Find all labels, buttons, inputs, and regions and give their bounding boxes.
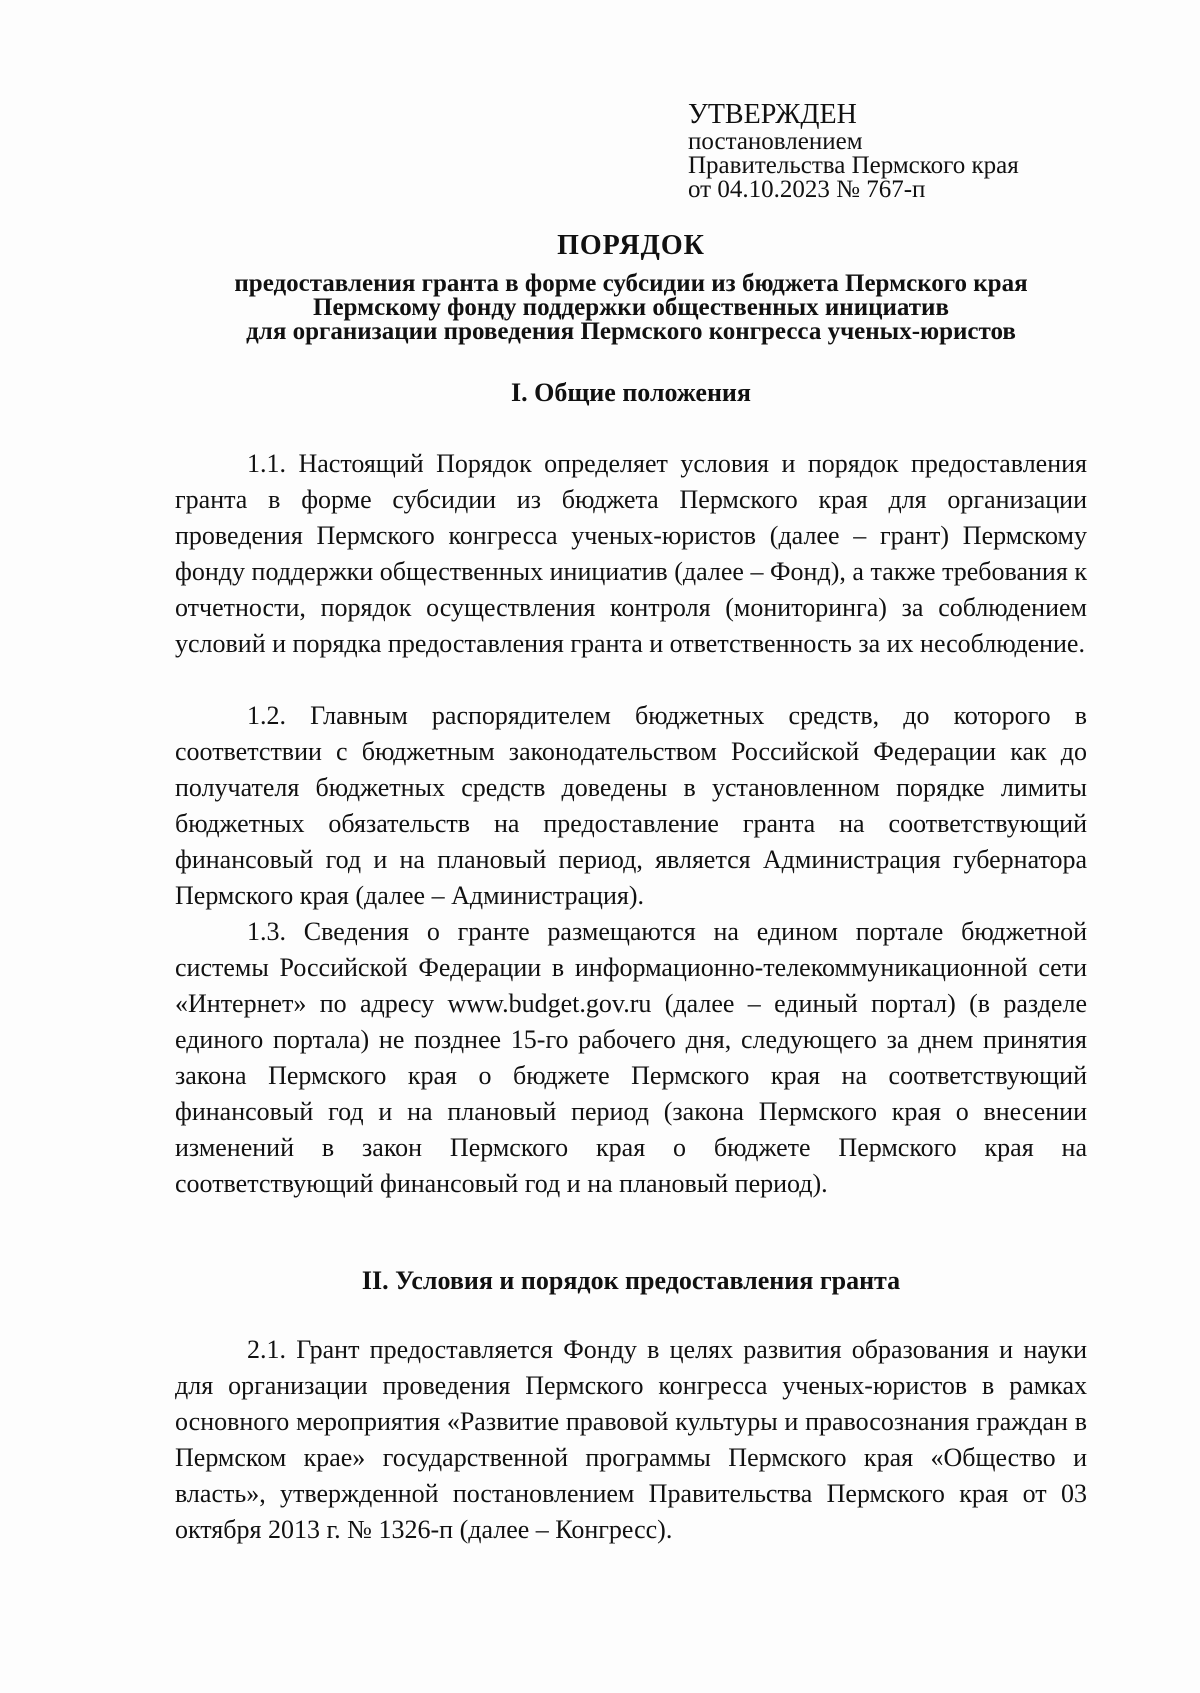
subtitle-line: Пермскому фонду поддержки общественных инициатив bbox=[313, 294, 949, 321]
paragraph: 1.1. Настоящий Порядок определяет условия и порядок предоставления гранта в форме субсидии из бюджета Пермского края для организации проведения Пермского конгресса ученых-юристов (далее – грант) Пермскому фонду поддержки общественных инициатив (далее – Фонд), а также требования к отчетности, порядок осуществления контроля (мониторинга) за соблюдением условий и порядка предоставления гранта и ответственность за их несоблюдение. bbox=[175, 449, 1087, 658]
document-title: ПОРЯДОК bbox=[557, 230, 705, 261]
subtitle-line: предоставления гранта в форме субсидии из бюджета Пермского края bbox=[234, 270, 1028, 297]
paragraph: 1.3. Сведения о гранте размещаются на едином портале бюджетной системы Российской Федерации в информационно-телекоммуникационной сети «Интернет» по адресу www.budget.gov.ru (далее – единый портал) (в разделе единого портала) не позднее 15-го рабочего дня, следующего за днем принятия закона Пермского края о бюджете Пермского края на соответствующий финансовый год и на плановый период (закона Пермского края о внесении изменений в закон Пермского края о бюджете Пермского края на соответствующий финансовый год и на плановый период). bbox=[175, 917, 1087, 1198]
section-heading: II. Условия и порядок предоставления гранта bbox=[361, 1266, 901, 1295]
subtitle-line: для организации проведения Пермского конгресса ученых-юристов bbox=[246, 318, 1016, 345]
paragraph: 2.1. Грант предоставляется Фонду в целях развития образования и науки для организации проведения Пермского конгресса ученых-юристов в рамках основного мероприятия «Развитие правовой культуры и правосознания граждан в Пермском крае» государственной программы Пермского края «Общество и власть», утвержденной постановлением Правительства Пермского края от 03 октября 2013 г. № 1326-п (далее – Конгресс). bbox=[175, 1335, 1087, 1544]
section-heading: I. Общие положения bbox=[511, 378, 751, 407]
approval-date-number: от 04.10.2023 № 767-п bbox=[688, 176, 926, 203]
paragraph: 1.2. Главным распорядителем бюджетных средств, до которого в соответствии с бюджетным законодательством Российской Федерации как до получателя бюджетных средств доведены в установленном порядке лимиты бюджетных обязательств на предоставление гранта на соответствующий финансовый год и на плановый период, является Администрация губернатора Пермского края (далее – Администрация). bbox=[175, 701, 1087, 910]
approval-line: Правительства Пермского края bbox=[688, 152, 1019, 179]
approval-heading: УТВЕРЖДЕН bbox=[688, 99, 857, 130]
approval-stamp-block bbox=[688, 100, 1108, 202]
approval-line: постановлением bbox=[688, 128, 863, 155]
document-subtitle bbox=[175, 272, 1087, 344]
